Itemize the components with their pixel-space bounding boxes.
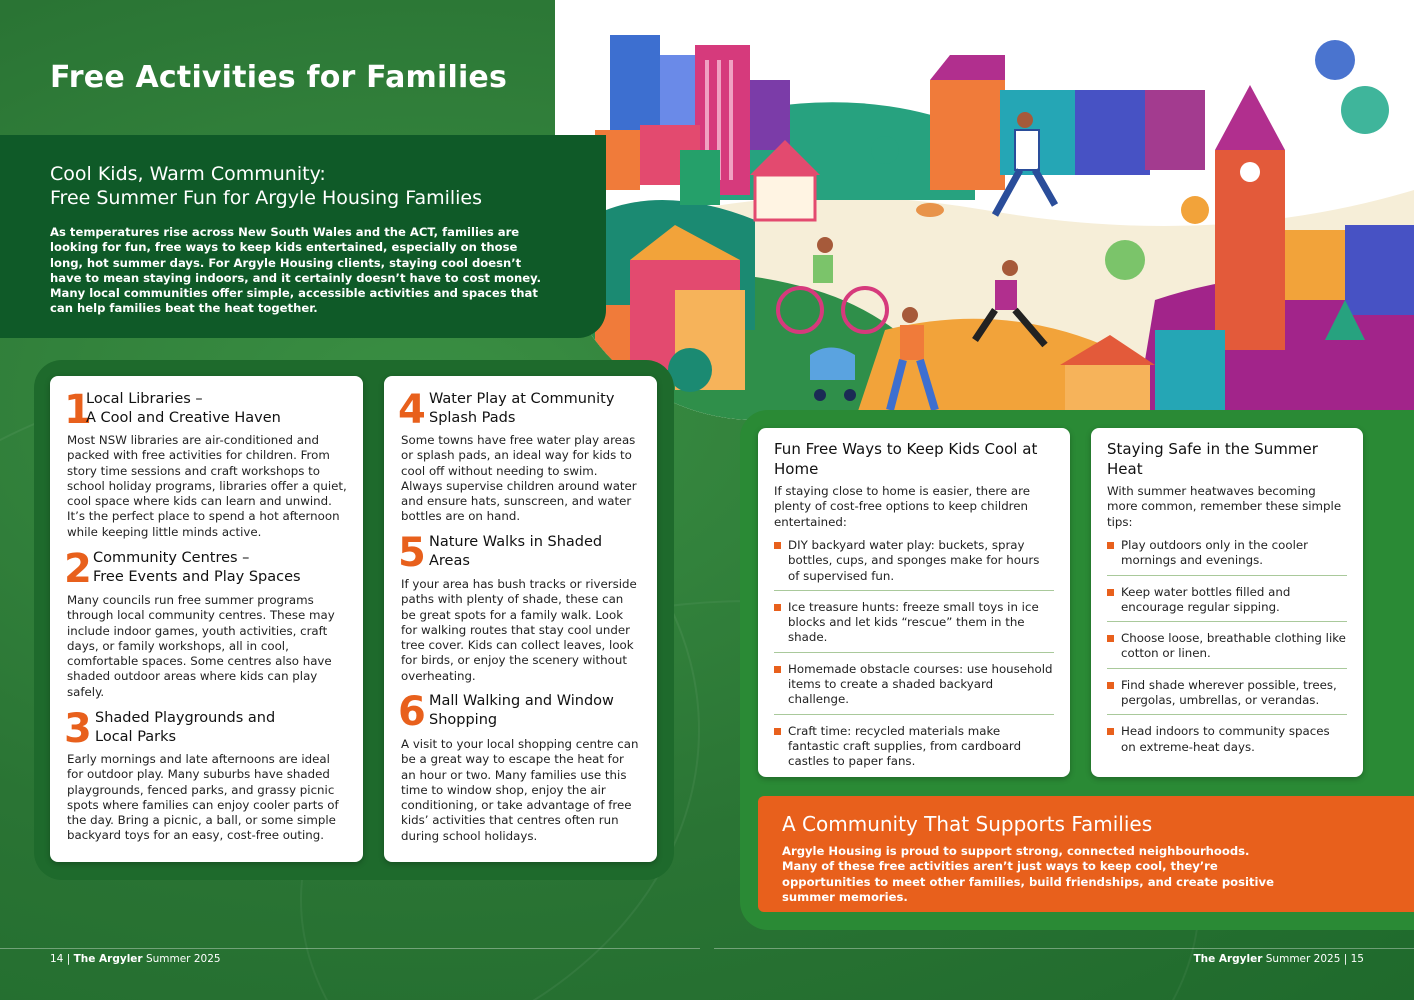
intro-heading-line2: Free Summer Fun for Argyle Housing Families [50, 187, 483, 209]
activity-1 [64, 387, 354, 550]
tip-text: Ice treasure hunts: freeze small toys in ice blocks and let kids “rescue” them in the shade. [788, 599, 1039, 645]
bullet-icon [774, 604, 781, 611]
page-number: 14 [50, 953, 64, 965]
safety-tips-intro: With summer heatwaves becoming more common, remember these simple tips: [1107, 484, 1342, 529]
activity-2 [64, 546, 354, 704]
activity-text: A visit to your local shopping centre can be a great way to escape the heat for an hour or two. Many families use this time to window shop, enjoy the air conditioning, or take advantage of free kids’ activities that centres often run during school holidays. [401, 737, 639, 843]
tip-item [1107, 724, 1347, 761]
activity-title-line1: Local Libraries – [86, 391, 203, 407]
activity-title-line2: Free Events and Play Spaces [93, 569, 301, 585]
tip-text: Craft time: recycled materials make fantastic craft supplies, from cardboard castles to paper fans. [788, 723, 1022, 769]
activity-title-line2: A Cool and Creative Haven [86, 410, 281, 426]
page-number: 15 [1350, 953, 1364, 965]
activity-text: If your area has bush tracks or riverside paths with plenty of shade, these can be great spots for a family walk. Look for walking routes that stay cool under tree cover. Kids can collect leaves, look for birds, or enjoy the scenery without overheating. [401, 577, 637, 683]
tip-text: Keep water bottles filled and encourage regular sipping. [1121, 584, 1291, 614]
footer-issue: Summer 2025 [145, 953, 221, 965]
activity-title-line1: Community Centres – [93, 550, 250, 566]
home-tips-card [758, 428, 1070, 777]
activity-text: Early mornings and late afternoons are ideal for outdoor play. Many suburbs have shaded playgrounds, fenced parks, and grassy picnic spots where families can enjoy cooler parts of the day. Bring a picnic, a ball, or some simple backyard toys for an easy, cost-free outing. [67, 752, 339, 843]
community-banner [758, 796, 1414, 912]
home-tips-title: Fun Free Ways to Keep Kids Cool at Home [774, 440, 1038, 478]
activity-number: 1 [64, 387, 92, 433]
activity-number: 5 [398, 530, 426, 576]
tip-text: Head indoors to community spaces on extreme-heat days. [1121, 724, 1330, 754]
activity-title-line2: Areas [429, 553, 470, 569]
safety-tips-list [1107, 538, 1347, 770]
tip-item [1107, 585, 1347, 623]
activity-text: Most NSW libraries are air-conditioned and packed with free activities for children. From story time sessions and craft workshops to school holiday programs, libraries offer a quiet, cool space where kids can learn and unwind. It’s the perfect place to spend a hot afternoon while keeping little minds active. [67, 433, 347, 539]
activity-title [86, 390, 346, 428]
activity-6 [398, 689, 648, 852]
intro-heading-line1: Cool Kids, Warm Community: [50, 163, 326, 185]
intro-body: As temperatures rise across New South Wales and the ACT, families are looking for fun, free ways to keep kids entertained, especially on those long, hot summer days. For Argyle Housing clients, staying cool doesn’t have to mean staying indoors, and it certainly doesn’t have to cost money. Many local communities offer simple, accessible activities and spaces that can help families beat the heat together. [50, 225, 541, 316]
activity-title-line2: Local Parks [95, 729, 177, 745]
tip-text: Find shade wherever possible, trees, pergolas, umbrellas, or verandas. [1121, 677, 1337, 708]
tip-item [774, 538, 1054, 591]
activity-title-line2: Splash Pads [429, 410, 516, 426]
safety-tips-card [1091, 428, 1363, 777]
tip-item [774, 724, 1054, 776]
activities-card-right [384, 376, 657, 862]
activity-title-line1: Mall Walking and Window [429, 693, 614, 709]
bullet-icon [774, 542, 781, 549]
footer-right [1193, 953, 1364, 965]
footer-divider [714, 948, 1414, 949]
activity-number: 2 [64, 546, 92, 592]
tip-text: Homemade obstacle courses: use household items to create a shaded backyard challenge. [788, 661, 1053, 707]
tip-item [1107, 631, 1347, 669]
activity-title-line1: Nature Walks in Shaded [429, 534, 603, 550]
activity-title [429, 533, 644, 571]
safety-tips-title: Staying Safe in the Summer Heat [1107, 440, 1318, 478]
city-illustration [555, 0, 1414, 420]
tip-item [1107, 678, 1347, 716]
activity-text: Many councils run free summer programs through local community centres. These may include indoor games, youth activities, craft days, or family workshops, all in cool, comfortable spaces. Some centres also have shaded outdoor areas where kids can play safely. [67, 593, 335, 699]
bullet-icon [774, 666, 781, 673]
activity-5 [398, 530, 648, 693]
activity-title [93, 549, 343, 587]
tip-text: Play outdoors only in the cooler mornings and evenings. [1121, 538, 1308, 568]
footer-brand: The Argyler [1193, 953, 1263, 965]
bullet-icon [1107, 728, 1114, 735]
activity-3 [64, 706, 354, 859]
activity-title-line2: Shopping [429, 712, 498, 728]
activity-title [429, 390, 644, 428]
activity-title [429, 692, 644, 730]
community-text: Argyle Housing is proud to support strong, connected neighbourhoods. Many of these free activities aren’t just ways to keep cool, they’re opportunities to meet other families, build friendships, and create positive summer memories. [782, 844, 1274, 904]
community-title: A Community That Supports Families [782, 812, 1153, 836]
activity-title-line1: Water Play at Community [429, 391, 615, 407]
footer-issue: Summer 2025 [1265, 953, 1341, 965]
tip-item [774, 600, 1054, 653]
bullet-icon [1107, 589, 1114, 596]
activity-number: 4 [398, 387, 426, 433]
activity-4 [398, 387, 648, 530]
tip-text: DIY backyard water play: buckets, spray bottles, cups, and sponges make for hours of supervised fun. [788, 538, 1040, 583]
activity-title [95, 709, 345, 747]
activities-card-left [50, 376, 363, 862]
tip-item [774, 662, 1054, 715]
home-tips-list [774, 538, 1054, 785]
activity-text: Some towns have free water play areas or splash pads, an ideal way for kids to cool off without needing to swim. Always supervise children around water and ensure hats, sunscreen, and water bottles are on hand. [401, 433, 637, 524]
tip-item [1107, 538, 1347, 576]
activity-title-line1: Shaded Playgrounds and [95, 710, 276, 726]
activity-number: 3 [64, 706, 92, 752]
footer-separator: | [66, 953, 71, 965]
activity-number: 6 [398, 689, 426, 735]
bullet-icon [1107, 682, 1114, 689]
home-tips-intro: If staying close to home is easier, there are plenty of cost-free options to keep children entertained: [774, 484, 1031, 529]
footer-separator: | [1343, 953, 1348, 965]
bullet-icon [1107, 542, 1114, 549]
footer-brand: The Argyler [73, 953, 143, 965]
intro-heading [50, 162, 590, 210]
page-title: Free Activities for Families [50, 60, 508, 95]
bullet-icon [774, 728, 781, 735]
bullet-icon [1107, 635, 1114, 642]
footer-left [50, 953, 221, 965]
tip-text: Choose loose, breathable clothing like cotton or linen. [1121, 631, 1346, 661]
footer-divider [0, 948, 700, 949]
